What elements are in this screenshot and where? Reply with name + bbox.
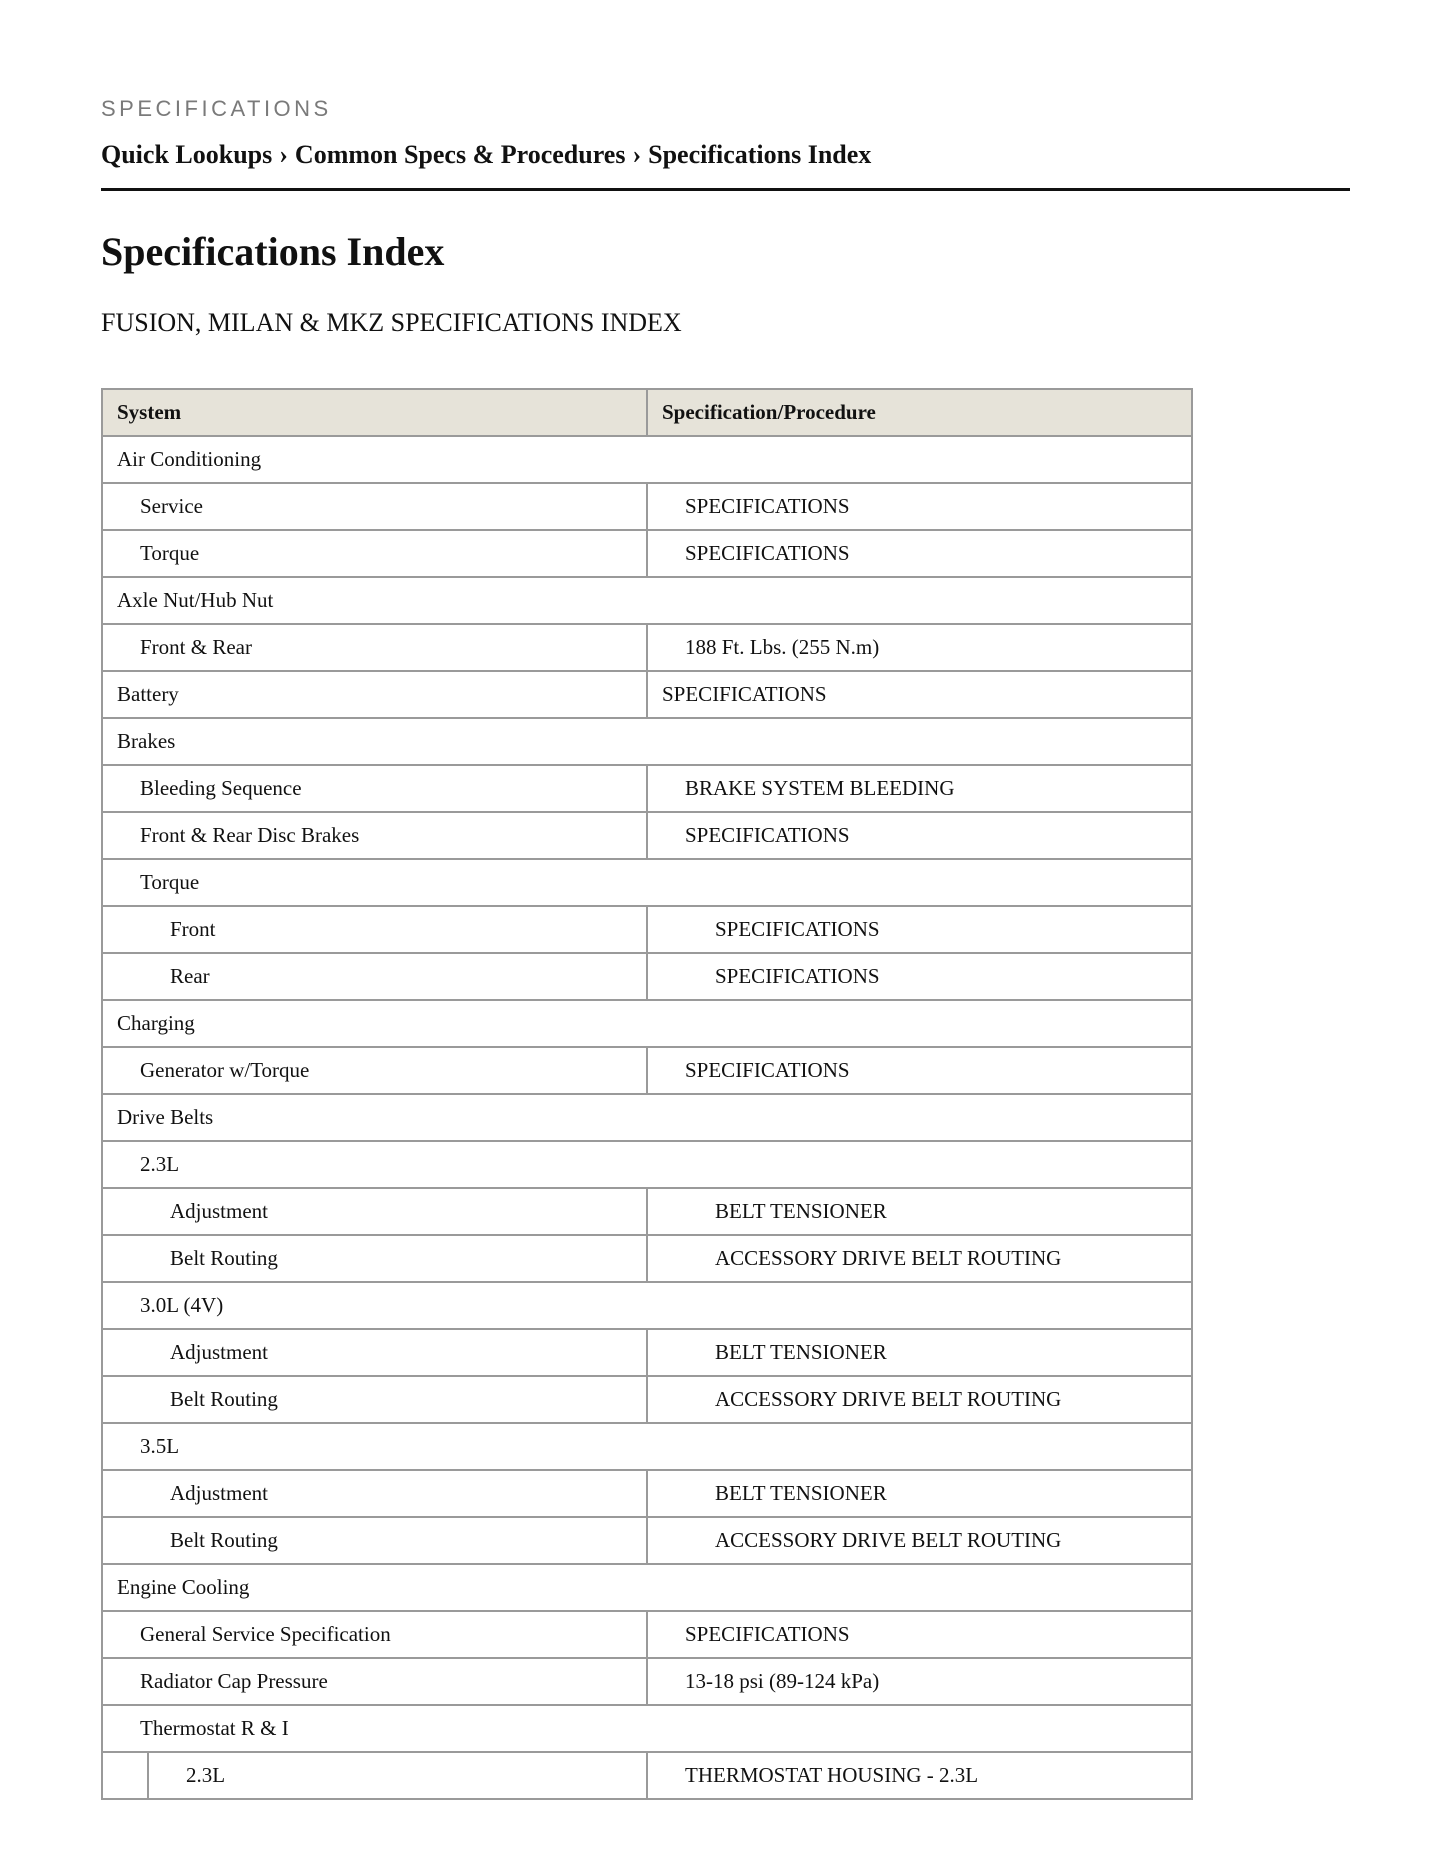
- table-row: [102, 906, 1192, 953]
- table-row: [102, 483, 1192, 530]
- table-row: [102, 1047, 1192, 1094]
- system-cell: Front: [102, 906, 647, 953]
- table-row: [102, 765, 1192, 812]
- system-group-label: Thermostat R & I: [102, 1705, 1192, 1752]
- system-cell: Rear: [102, 953, 647, 1000]
- spec-value[interactable]: ACCESSORY DRIVE BELT ROUTING: [715, 1528, 1062, 1552]
- system-cell: Front & Rear: [102, 624, 647, 671]
- system-cell: Front & Rear Disc Brakes: [102, 812, 647, 859]
- table-row: [102, 1094, 1192, 1141]
- table-header-row: [102, 389, 1192, 436]
- system-group-label: Drive Belts: [102, 1094, 1192, 1141]
- system-group-label: 3.0L (4V): [102, 1282, 1192, 1329]
- breadcrumb-common-specs[interactable]: Common Specs & Procedures: [294, 140, 626, 169]
- system-cell: Belt Routing: [102, 1517, 647, 1564]
- spec-cell: [647, 624, 1192, 671]
- indent-stub-cell: [103, 1753, 149, 1798]
- spec-value[interactable]: BELT TENSIONER: [715, 1481, 887, 1505]
- system-cell: Torque: [102, 530, 647, 577]
- table-row: [102, 1470, 1192, 1517]
- table-row: [102, 577, 1192, 624]
- system-cell: Battery: [102, 671, 647, 718]
- spec-value[interactable]: SPECIFICATIONS: [685, 823, 850, 847]
- table-row: [102, 530, 1192, 577]
- table-row: [102, 1282, 1192, 1329]
- spec-cell: [647, 1470, 1192, 1517]
- system-group-label: Air Conditioning: [102, 436, 1192, 483]
- table-row: [102, 1235, 1192, 1282]
- system-group-label: Charging: [102, 1000, 1192, 1047]
- page-title: Specifications Index: [101, 229, 445, 274]
- table-row: [102, 436, 1192, 483]
- spec-value[interactable]: BRAKE SYSTEM BLEEDING: [685, 776, 955, 800]
- spec-value[interactable]: SPECIFICATIONS: [685, 1622, 850, 1646]
- system-cell: Generator w/Torque: [102, 1047, 647, 1094]
- table-row: [102, 1611, 1192, 1658]
- spec-value[interactable]: 188 Ft. Lbs. (255 N.m): [685, 635, 880, 659]
- header-divider: [101, 188, 1350, 191]
- spec-cell: [647, 1376, 1192, 1423]
- table-row: [102, 953, 1192, 1000]
- system-cell: Belt Routing: [102, 1235, 647, 1282]
- spec-value[interactable]: SPECIFICATIONS: [685, 1058, 850, 1082]
- spec-value[interactable]: SPECIFICATIONS: [715, 917, 880, 941]
- column-header-system: System: [102, 389, 647, 436]
- spec-value[interactable]: ACCESSORY DRIVE BELT ROUTING: [715, 1387, 1062, 1411]
- table-row: [102, 1423, 1192, 1470]
- table-row: [102, 624, 1192, 671]
- table-row: [102, 1000, 1192, 1047]
- table-row: [102, 1141, 1192, 1188]
- system-group-label: Brakes: [102, 718, 1192, 765]
- system-cell: General Service Specification: [102, 1611, 647, 1658]
- system-group-label: Axle Nut/Hub Nut: [102, 577, 1192, 624]
- system-cell: Adjustment: [102, 1470, 647, 1517]
- spec-value[interactable]: 13-18 psi (89-124 kPa): [685, 1669, 880, 1693]
- breadcrumb: [101, 138, 871, 172]
- spec-cell: [647, 953, 1192, 1000]
- table-row: [102, 1564, 1192, 1611]
- spec-value[interactable]: ACCESSORY DRIVE BELT ROUTING: [715, 1246, 1062, 1270]
- table-row: [102, 1752, 1192, 1799]
- breadcrumb-separator: ›: [279, 140, 288, 169]
- spec-cell: [647, 1517, 1192, 1564]
- system-cell: Bleeding Sequence: [102, 765, 647, 812]
- spec-cell: [647, 1658, 1192, 1705]
- table-row: [102, 718, 1192, 765]
- spec-cell: [647, 1047, 1192, 1094]
- system-label: 2.3L: [186, 1763, 226, 1787]
- spec-cell: [647, 671, 1192, 718]
- breadcrumb-separator: ›: [632, 140, 642, 169]
- spec-link[interactable]: THERMOSTAT HOUSING - 2.3L: [685, 1763, 979, 1787]
- spec-cell: [647, 906, 1192, 953]
- table-row: [102, 671, 1192, 718]
- table-row: [102, 812, 1192, 859]
- system-cell: Adjustment: [102, 1329, 647, 1376]
- page-subtitle: FUSION, MILAN & MKZ SPECIFICATIONS INDEX: [101, 308, 682, 337]
- breadcrumb-quick-lookups[interactable]: Quick Lookups: [101, 140, 273, 169]
- system-group-label: Torque: [102, 859, 1192, 906]
- spec-cell: [647, 483, 1192, 530]
- section-kicker: SPECIFICATIONS: [101, 96, 332, 121]
- spec-value[interactable]: BELT TENSIONER: [715, 1199, 887, 1223]
- table-row: [102, 1658, 1192, 1705]
- column-header-spec: Specification/Procedure: [647, 389, 1192, 436]
- spec-cell: [647, 1611, 1192, 1658]
- table-row: [102, 1329, 1192, 1376]
- table-row: [102, 1376, 1192, 1423]
- spec-value[interactable]: SPECIFICATIONS: [685, 494, 850, 518]
- system-group-label: 2.3L: [102, 1141, 1192, 1188]
- breadcrumb-specifications-index: Specifications Index: [648, 140, 872, 169]
- system-cell: Adjustment: [102, 1188, 647, 1235]
- table-row: [102, 1705, 1192, 1752]
- spec-value[interactable]: SPECIFICATIONS: [685, 541, 850, 565]
- spec-cell: [647, 1752, 1192, 1799]
- system-group-label: Engine Cooling: [102, 1564, 1192, 1611]
- spec-cell: [647, 1329, 1192, 1376]
- specifications-table: [101, 388, 1193, 1800]
- spec-cell: [647, 812, 1192, 859]
- table-row: [102, 1517, 1192, 1564]
- system-group-label: 3.5L: [102, 1423, 1192, 1470]
- spec-value[interactable]: SPECIFICATIONS: [715, 964, 880, 988]
- table-row: [102, 1188, 1192, 1235]
- system-cell: Belt Routing: [102, 1376, 647, 1423]
- spec-cell: [647, 1235, 1192, 1282]
- table-row: [102, 859, 1192, 906]
- spec-cell: [647, 765, 1192, 812]
- spec-cell: [647, 530, 1192, 577]
- spec-value[interactable]: BELT TENSIONER: [715, 1340, 887, 1364]
- spec-value[interactable]: SPECIFICATIONS: [662, 682, 827, 706]
- system-cell: [102, 1752, 647, 1799]
- spec-cell: [647, 1188, 1192, 1235]
- table-body: [102, 436, 1192, 1799]
- system-cell: Radiator Cap Pressure: [102, 1658, 647, 1705]
- system-cell: Service: [102, 483, 647, 530]
